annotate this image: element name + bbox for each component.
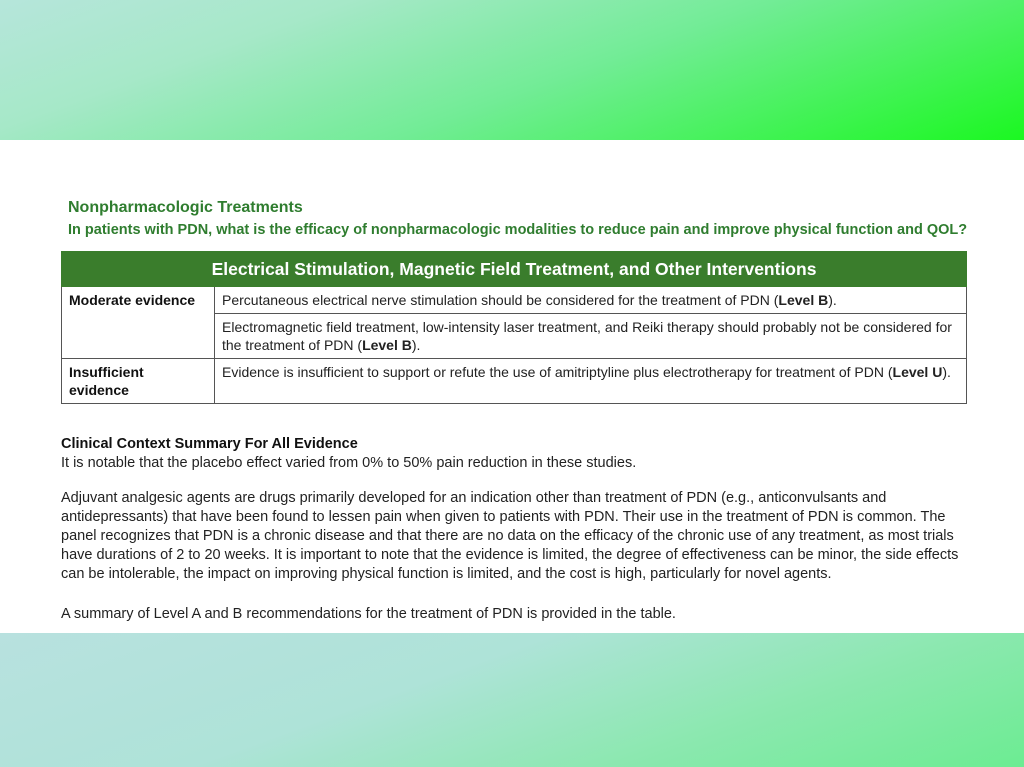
table-row: [62, 359, 967, 404]
recommendation-end: ).: [942, 364, 951, 380]
context-summary-block: [61, 435, 966, 473]
context-paragraph-summary: A summary of Level A and B recommendations for the treatment of PDN is provided in the table.: [61, 606, 676, 622]
context-line: It is notable that the placebo effect varied from 0% to 50% pain reduction in these studies.: [61, 455, 637, 471]
top-gradient-band: [0, 0, 1024, 140]
recommendation-text: Percutaneous electrical nerve stimulation should be considered for the treatment of PDN (: [222, 292, 779, 308]
recommendation-grade: Level U: [892, 364, 943, 380]
recommendation-cell: [215, 314, 967, 359]
recommendation-grade: Level B: [778, 292, 829, 308]
evidence-level-moderate: Moderate evidence: [62, 287, 215, 359]
slide-content: [0, 140, 1024, 633]
recommendation-end: ).: [828, 292, 837, 308]
context-paragraph: Adjuvant analgesic agents are drugs primarily developed for an indication other than treatment of PDN (e.g., anticonvulsants and antidepressants) that have been found to lessen pain when given to patients with PDN. Their use in the treatment of PDN is common. The panel recognizes that PDN is a chronic disease and that there are no data on the efficacy of the chronic use of any treatment, as most trials have durations of 2 to 20 weeks. It is important to note that the evidence is limited, the degree of effectiveness can be minor, the side effects can be intolerable, the impact on improving physical function is limited, and the cost is high, particularly for novel agents.: [61, 490, 959, 582]
recommendation-cell: [215, 359, 967, 404]
table-header: Electrical Stimulation, Magnetic Field Treatment, and Other Interventions: [62, 252, 967, 287]
section-question: In patients with PDN, what is the efficacy of nonpharmacologic modalities to reduce pain and improve physical function and QOL?: [68, 222, 968, 238]
recommendation-end: ).: [411, 337, 421, 353]
recommendation-grade: Level B: [362, 337, 412, 353]
evidence-level-insufficient: Insufficient evidence: [62, 359, 215, 404]
context-title: Clinical Context Summary For All Evidence: [61, 436, 358, 452]
section-heading: Nonpharmacologic Treatments: [68, 199, 303, 216]
bottom-gradient-band: [0, 633, 1024, 767]
recommendation-text: Electromagnetic field treatment, low-intensity laser treatment, and Reiki therapy should probably not be considered for the treatment of PDN (: [222, 319, 952, 353]
table-row: [62, 287, 967, 314]
recommendation-text: Evidence is insufficient to support or refute the use of amitriptyline plus electrotherapy for treatment of PDN (: [222, 364, 893, 380]
recommendation-cell: [215, 287, 967, 314]
table-header-row: [62, 252, 967, 287]
evidence-table: [61, 251, 967, 404]
